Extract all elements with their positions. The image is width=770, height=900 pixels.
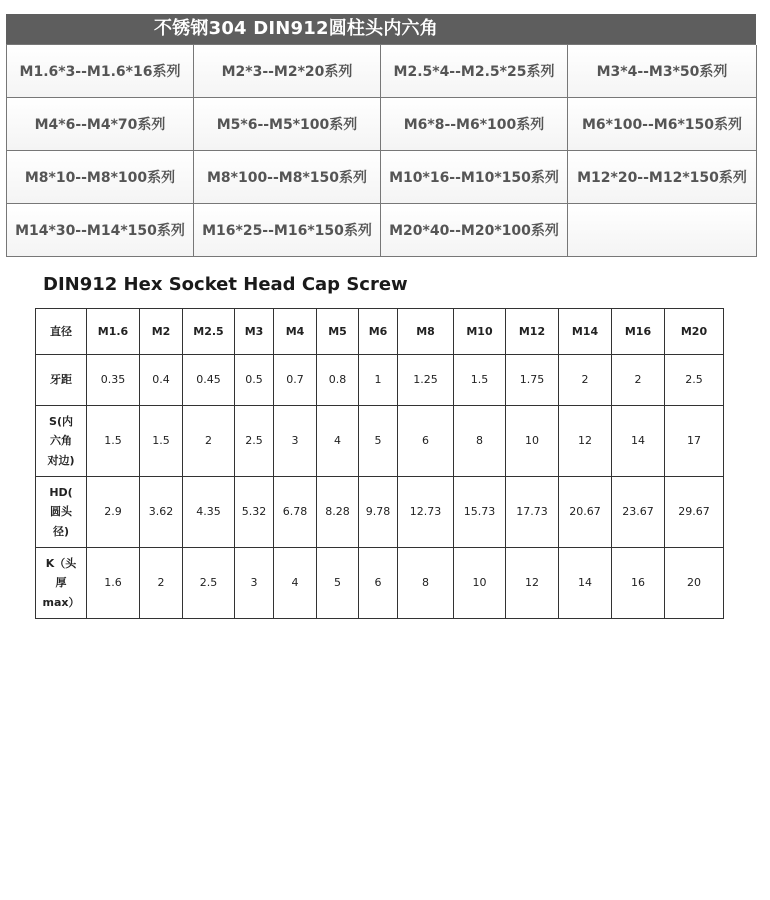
- value-cell: 2: [140, 548, 183, 619]
- value-cell: 8: [398, 548, 454, 619]
- series-cell: M20*40--M20*100系列: [381, 204, 568, 257]
- series-cell: M8*10--M8*100系列: [7, 151, 194, 204]
- row-label-line: 对边): [47, 453, 75, 467]
- series-title: 不锈钢304 DIN912圆柱头内六角: [6, 14, 756, 44]
- value-cell: 8.28: [317, 477, 359, 548]
- value-cell: 5: [359, 406, 398, 477]
- size-cell: M12: [506, 309, 559, 355]
- row-label-line: 牙距: [50, 373, 72, 387]
- row-label-line: 径): [52, 524, 70, 538]
- value-cell: 1.5: [140, 406, 183, 477]
- spec-row: [36, 406, 724, 477]
- value-cell: 23.67: [612, 477, 665, 548]
- value-cell: 0.4: [140, 355, 183, 406]
- value-cell: 4.35: [183, 477, 235, 548]
- spec-row: [36, 355, 724, 406]
- size-cell: M2: [140, 309, 183, 355]
- size-cell: M1.6: [87, 309, 140, 355]
- spec-header-row: [36, 309, 724, 355]
- series-cell: M12*20--M12*150系列: [568, 151, 757, 204]
- value-cell: 16: [612, 548, 665, 619]
- value-cell: 12: [506, 548, 559, 619]
- value-cell: 4: [317, 406, 359, 477]
- size-cell: M14: [559, 309, 612, 355]
- row-label-line: 厚: [55, 576, 67, 590]
- row-label-line: 六角: [50, 434, 72, 448]
- row-label: [36, 406, 87, 477]
- value-cell: 10: [454, 548, 506, 619]
- row-label: [36, 477, 87, 548]
- value-cell: 4: [274, 548, 317, 619]
- spec-title: DIN912 Hex Socket Head Cap Screw: [43, 274, 408, 295]
- value-cell: 0.45: [183, 355, 235, 406]
- value-cell: 2.5: [665, 355, 724, 406]
- series-cell: M14*30--M14*150系列: [7, 204, 194, 257]
- size-cell: M5: [317, 309, 359, 355]
- series-cell: M10*16--M10*150系列: [381, 151, 568, 204]
- size-cell: M4: [274, 309, 317, 355]
- series-cell: M5*6--M5*100系列: [194, 98, 381, 151]
- value-cell: 2.5: [235, 406, 274, 477]
- series-cell-empty: [568, 204, 757, 257]
- spec-row: [36, 477, 724, 548]
- row-label-line: HD(: [49, 486, 73, 500]
- value-cell: 6: [398, 406, 454, 477]
- row-label: [36, 548, 87, 619]
- value-cell: 0.8: [317, 355, 359, 406]
- value-cell: 3: [274, 406, 317, 477]
- value-cell: 2.5: [183, 548, 235, 619]
- spec-table: [35, 308, 724, 619]
- value-cell: 3.62: [140, 477, 183, 548]
- value-cell: 5.32: [235, 477, 274, 548]
- size-cell: M8: [398, 309, 454, 355]
- value-cell: 1.25: [398, 355, 454, 406]
- series-cell: M4*6--M4*70系列: [7, 98, 194, 151]
- series-cell: M16*25--M16*150系列: [194, 204, 381, 257]
- value-cell: 6.78: [274, 477, 317, 548]
- row-label-line: S(内: [49, 415, 73, 429]
- value-cell: 1.6: [87, 548, 140, 619]
- series-cell: M3*4--M3*50系列: [568, 45, 757, 98]
- value-cell: 2: [183, 406, 235, 477]
- size-cell: M3: [235, 309, 274, 355]
- value-cell: 17.73: [506, 477, 559, 548]
- value-cell: 14: [612, 406, 665, 477]
- value-cell: 10: [506, 406, 559, 477]
- value-cell: 20: [665, 548, 724, 619]
- value-cell: 1.75: [506, 355, 559, 406]
- value-cell: 6: [359, 548, 398, 619]
- size-cell: M2.5: [183, 309, 235, 355]
- series-block: [6, 14, 756, 257]
- value-cell: 1.5: [454, 355, 506, 406]
- series-cell: M1.6*3--M1.6*16系列: [7, 45, 194, 98]
- size-cell: M20: [665, 309, 724, 355]
- value-cell: 29.67: [665, 477, 724, 548]
- size-cell: M6: [359, 309, 398, 355]
- value-cell: 5: [317, 548, 359, 619]
- row-label-line: max）: [42, 595, 80, 609]
- row-label-line: 圆头: [50, 505, 72, 519]
- value-cell: 2: [612, 355, 665, 406]
- value-cell: 8: [454, 406, 506, 477]
- spec-row: [36, 548, 724, 619]
- series-cell: M8*100--M8*150系列: [194, 151, 381, 204]
- value-cell: 14: [559, 548, 612, 619]
- value-cell: 15.73: [454, 477, 506, 548]
- value-cell: 1: [359, 355, 398, 406]
- value-cell: 0.35: [87, 355, 140, 406]
- value-cell: 1.5: [87, 406, 140, 477]
- series-grid: [6, 44, 756, 257]
- value-cell: 0.7: [274, 355, 317, 406]
- value-cell: 3: [235, 548, 274, 619]
- value-cell: 0.5: [235, 355, 274, 406]
- series-cell: M6*100--M6*150系列: [568, 98, 757, 151]
- series-cell: M6*8--M6*100系列: [381, 98, 568, 151]
- size-cell: M10: [454, 309, 506, 355]
- value-cell: 2.9: [87, 477, 140, 548]
- value-cell: 12: [559, 406, 612, 477]
- series-cell: M2*3--M2*20系列: [194, 45, 381, 98]
- row-label-line: K（头: [45, 557, 77, 571]
- value-cell: 17: [665, 406, 724, 477]
- value-cell: 12.73: [398, 477, 454, 548]
- value-cell: 2: [559, 355, 612, 406]
- header-label: 直径: [36, 309, 87, 355]
- value-cell: 9.78: [359, 477, 398, 548]
- value-cell: 20.67: [559, 477, 612, 548]
- row-label: [36, 355, 87, 406]
- series-cell: M2.5*4--M2.5*25系列: [381, 45, 568, 98]
- size-cell: M16: [612, 309, 665, 355]
